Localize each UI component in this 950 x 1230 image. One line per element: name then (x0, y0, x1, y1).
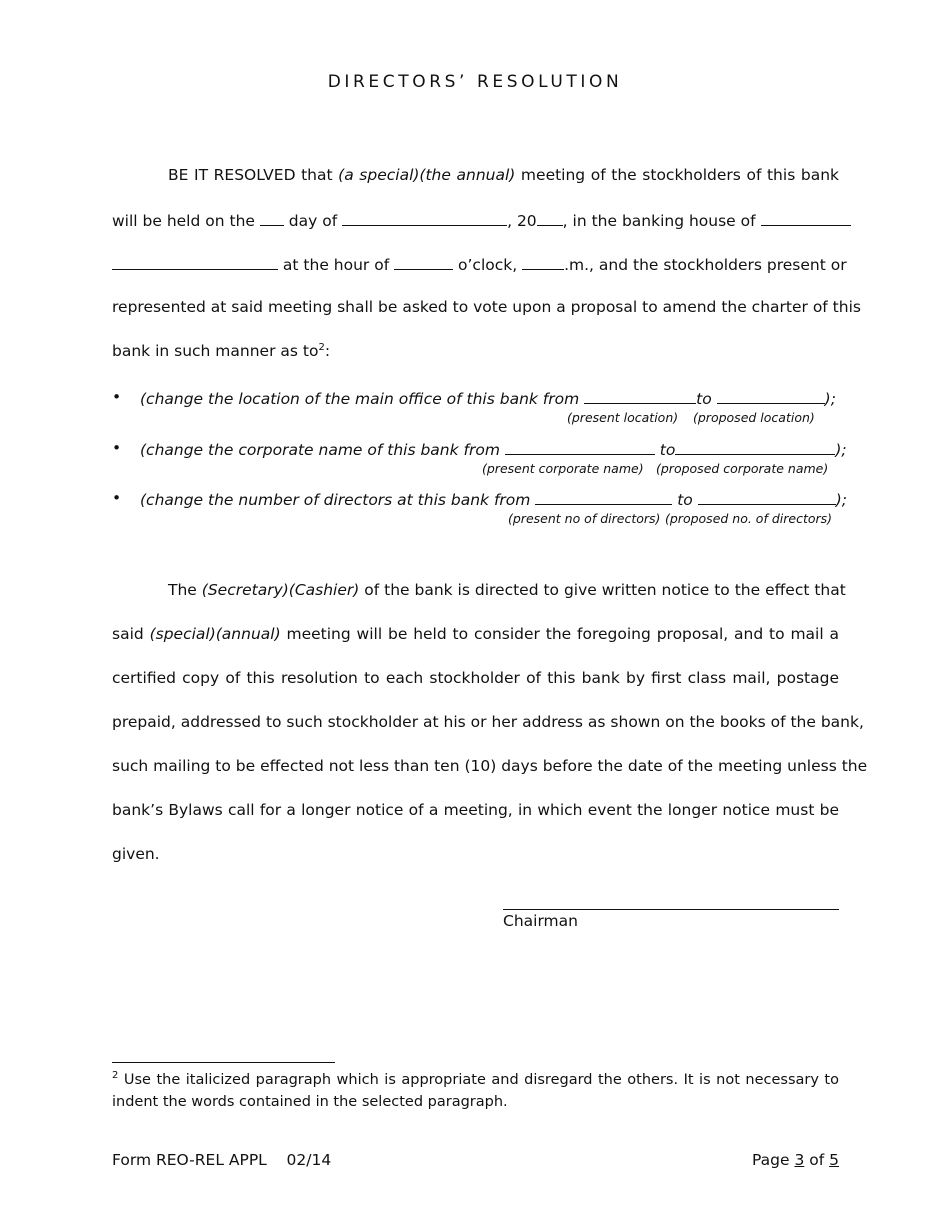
notice-line-7: given. (112, 845, 160, 863)
proposed-no-of-directors-blank[interactable] (698, 489, 836, 505)
notice-line-4: prepaid, addressed to such stockholder at his or her address as shown on the books of the bank, (112, 713, 864, 731)
banking-house-blank[interactable] (761, 210, 851, 226)
present-location-blank[interactable] (584, 388, 696, 404)
caption-proposed-no-of-directors: (proposed no. of directors) (665, 511, 833, 526)
notice-line-3: certified copy of this resolution to each stockholder of this bank by first class mail, postage (112, 669, 839, 687)
notice-line-6: bank’s Bylaws call for a longer notice of a meeting, in which event the longer notice must be (112, 801, 839, 819)
caption-present-corporate-name: (present corporate name) (482, 461, 644, 476)
bullet-icon: • (112, 489, 122, 507)
footer-form-id: Form REO-REL APPL 02/14 (112, 1151, 332, 1169)
banking-house-blank-continued[interactable] (112, 254, 278, 270)
resolution-line-4: represented at said meeting shall be asked to vote upon a proposal to amend the charter of this (112, 298, 861, 316)
resolution-line-2: will be held on the day of , 20 , in the banking house of (112, 210, 839, 230)
footnote-divider (112, 1062, 335, 1063)
resolution-line-1: BE IT RESOLVED that (a special)(the annual) meeting of the stockholders of this bank (168, 166, 839, 184)
document-page: DIRECTORS’ RESOLUTION BE IT RESOLVED that (a special)(the annual) meeting of the stockholders of this bank will be held on the day of , 20 , in the banking house of at the hour of o’clock, .m., and the stockholders present or represented at said meeting shall be asked to vote upon a proposal to amend the charter of this bank in such manner as $to^2$: • (change the location of the main office of this bank from to ); (present location) (proposed location) • (change the corporate name of this bank from to ); (present corporate name) (proposed corporate name) • (change the number of directors at this bank from to ); (present no of directors) (proposed no. of directors) The (Secretary)(Cashier) of the bank is directed to give written notice to the effect that said (special)(annual) meeting will be held to consider the foregoing proposal, and to mail a certified copy of this resolution to each stockholder of this bank by first class mail, postage prepaid, addressed to such stockholder at his or her address as shown on the books of the bank, such mailing to be effected not less than ten (10) days before the date of the meeting unless the bank’s Bylaws call for a longer notice of a meeting, in which event the longer notice must be given. Chairman $^2$ Use the italicized paragraph which is appropriate and disregard the others. It is not necessary to indent the words contained in the selected paragraph. Form REO-REL APPL 02/14 Page 3 of 5 (0, 0, 950, 1230)
present-corporate-name-blank[interactable] (505, 439, 655, 455)
caption-present-location: (present location) (567, 410, 679, 425)
footnote-marker: 2 (112, 1070, 119, 1082)
footnote-ref: 2 (318, 341, 325, 353)
caption-proposed-location: (proposed location) (693, 410, 815, 425)
resolution-line-3: at the hour of o’clock, .m., and the stockholders present or (112, 254, 839, 274)
signature-label: Chairman (503, 912, 578, 930)
day-blank[interactable] (260, 210, 284, 226)
caption-present-no-of-directors: (present no of directors) (508, 511, 661, 526)
proposed-corporate-name-blank[interactable] (675, 439, 835, 455)
present-no-of-directors-blank[interactable] (535, 489, 672, 505)
signature-line[interactable] (503, 909, 839, 910)
bullet-icon: • (112, 439, 122, 457)
proposed-location-blank[interactable] (717, 388, 825, 404)
year-blank[interactable] (537, 210, 563, 226)
bullet-icon: • (112, 388, 122, 406)
resolution-line-5: bank in such manner as $to^2$: (112, 341, 331, 360)
footer-page-number: Page 3 of 5 (752, 1151, 839, 1169)
caption-proposed-corporate-name: (proposed corporate name) (656, 461, 829, 476)
notice-line-5: such mailing to be effected not less than ten (10) days before the date of the meeting unless the (112, 757, 868, 775)
footnote: $^2$ Use the italicized paragraph which is appropriate and disregard the others. It is not necessary to indent the words contained in the selected paragraph. (112, 1070, 839, 1110)
hour-blank[interactable] (394, 254, 453, 270)
month-blank[interactable] (342, 210, 507, 226)
page-title: DIRECTORS’ RESOLUTION (327, 72, 623, 92)
am-pm-blank[interactable] (522, 254, 564, 270)
notice-line-1: The (Secretary)(Cashier) of the bank is directed to give written notice to the effect that (168, 581, 846, 599)
notice-line-2: said (special)(annual) meeting will be held to consider the foregoing proposal, and to mail a (112, 625, 839, 643)
